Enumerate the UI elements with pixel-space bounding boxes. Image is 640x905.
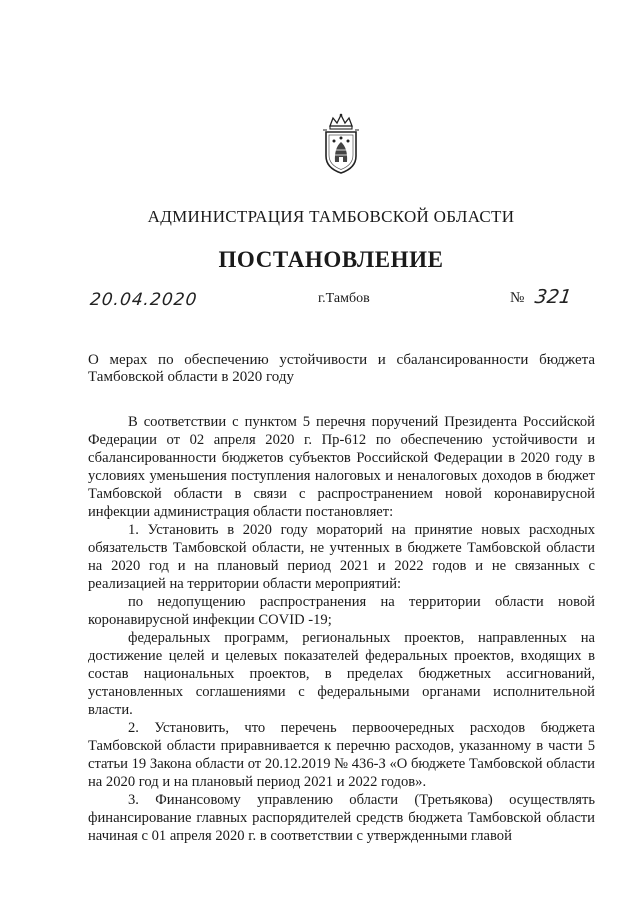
paragraph: 2. Установить, что перечень первоочередных расходов бюджета Тамбовской области приравнивается к перечню расходов, указанному в части 5 статьи 19 Закона области от 20.12.2019 № 436-З «О бюджете Тамбовской области на 2020 год и на плановый период 2021 и 2022 годов». [88,720,595,790]
organization-title: АДМИНИСТРАЦИЯ ТАМБОВСКОЙ ОБЛАСТИ [147,207,515,226]
document-body [88,413,595,845]
document-city: г.Тамбов [318,291,370,306]
document-date: 20.04.2020 [88,290,199,310]
paragraph: федеральных программ, региональных проектов, направленных на достижение целей и целевых показателей федеральных проектов, входящих в состав национальных проектов, в пределах бюджетных ассигнований, установленных соглашениями с федеральными органами исполнительной власти. [88,630,595,718]
paragraph: 3. Финансовому управлению области (Третьякова) осуществлять финансирование главных распорядителей средств бюджета Тамбовской области начиная с 01 апреля 2020 г. в соответствии с утвержденными главой [88,792,595,844]
document-number: 321 [533,286,573,308]
document-type-title: ПОСТАНОВЛЕНИЕ [218,247,444,272]
coat-of-arms-icon [321,112,361,176]
paragraph: 1. Установить в 2020 году мораторий на принятие новых расходных обязательств Тамбовской области, не учтенных в бюджете Тамбовской области на 2020 год и на плановый период 2021 и 2022 годов и не связанных с реализацией на территории области мероприятий: [88,522,595,592]
document-number-label: № [510,290,525,306]
document-subject: О мерах по обеспечению устойчивости и сбалансированности бюджета Тамбовской области в 2020 году [88,352,595,385]
paragraph: по недопущению распространения на территории области новой коронавирусной инфекции COVID -19; [88,594,595,628]
paragraph: В соответствии с пунктом 5 перечня поручений Президента Российской Федерации от 02 апреля 2020 г. Пр-612 по обеспечению устойчивости и сбалансированности бюджетов субъектов Российской Федерации в 2020 году в условиях уменьшения поступления налоговых и неналоговых доходов в бюджет Тамбовской области в связи с распространением новой коронавирусной инфекции администрация области постановляет: [88,414,595,520]
